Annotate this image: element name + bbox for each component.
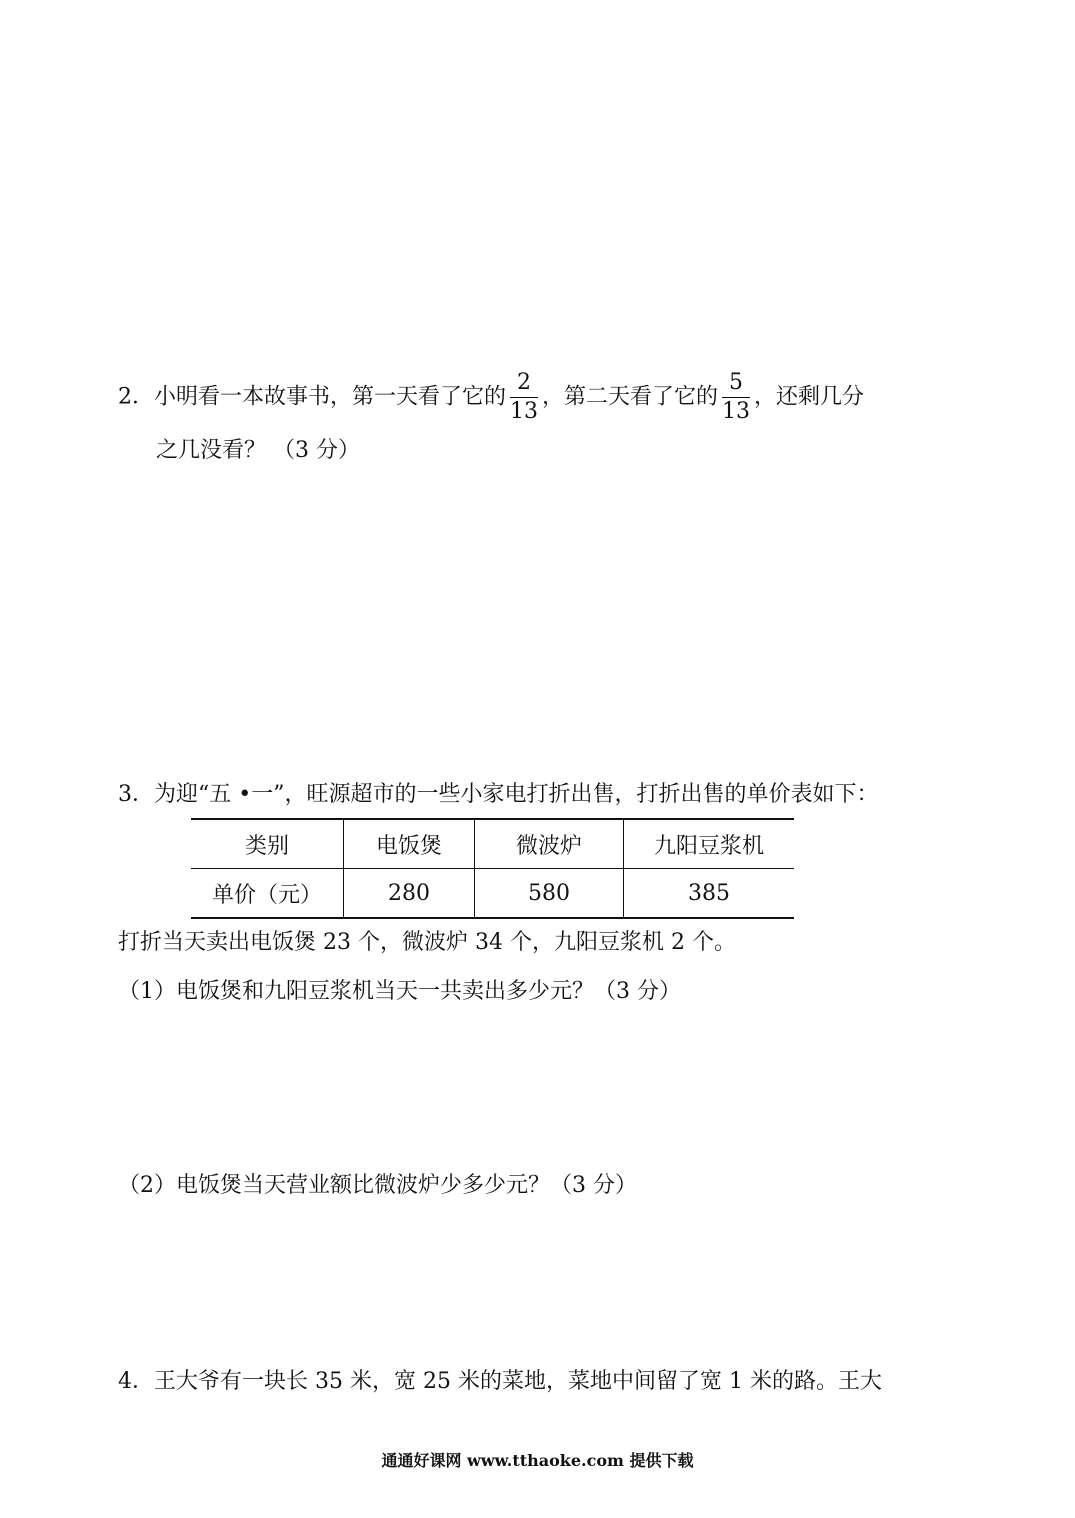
- q3-intro: 3．为迎“五 •一”，旺源超市的一些小家电打折出售，打折出售的单价表如下：: [118, 782, 879, 807]
- table-row: [191, 869, 794, 919]
- table-cell: 类别: [191, 819, 344, 869]
- q3-sub1: （1）电饭煲和九阳豆浆机当天一共卖出多少元？（3 分）: [118, 979, 681, 1004]
- table-cell: 微波炉: [475, 819, 624, 869]
- table-cell: 385: [624, 869, 795, 919]
- table-cell: 九阳豆浆机: [624, 819, 795, 869]
- q3-sub2: （2）电饭煲当天营业额比微波炉少多少元？（3 分）: [118, 1173, 637, 1198]
- table-header-row: [191, 819, 794, 869]
- price-table: [191, 818, 794, 919]
- q3-sold-text: 打折当天卖出电饭煲 23 个，微波炉 34 个，九阳豆浆机 2 个。: [118, 930, 736, 955]
- q2-line1: [118, 372, 864, 423]
- fraction-numerator: 5: [722, 372, 750, 398]
- q2-text-part1: 2．小明看一本故事书，第一天看了它的: [118, 384, 506, 410]
- fraction-denominator: 13: [722, 399, 751, 424]
- fraction-denominator: 13: [510, 399, 538, 424]
- q2-fraction-2: [722, 372, 750, 423]
- q2-text-part2: ，第二天看了它的: [542, 384, 719, 410]
- footer-watermark: 通通好课网 www.tthaoke.com 提供下载: [381, 1451, 694, 1470]
- fraction-numerator: 2: [510, 372, 538, 398]
- q2-line2: 之几没看？ （3 分）: [156, 438, 360, 463]
- q2-fraction-1: [510, 372, 538, 423]
- table-cell: 280: [344, 869, 475, 919]
- q4-line1: 4．王大爷有一块长 35 米，宽 25 米的菜地，菜地中间留了宽 1 米的路。王大: [118, 1369, 882, 1394]
- table-cell: 电饭煲: [344, 819, 475, 869]
- table-cell: 单价（元）: [191, 869, 344, 919]
- table-cell: 580: [475, 869, 624, 919]
- q2-text-part3: ，还剩几分: [754, 384, 865, 410]
